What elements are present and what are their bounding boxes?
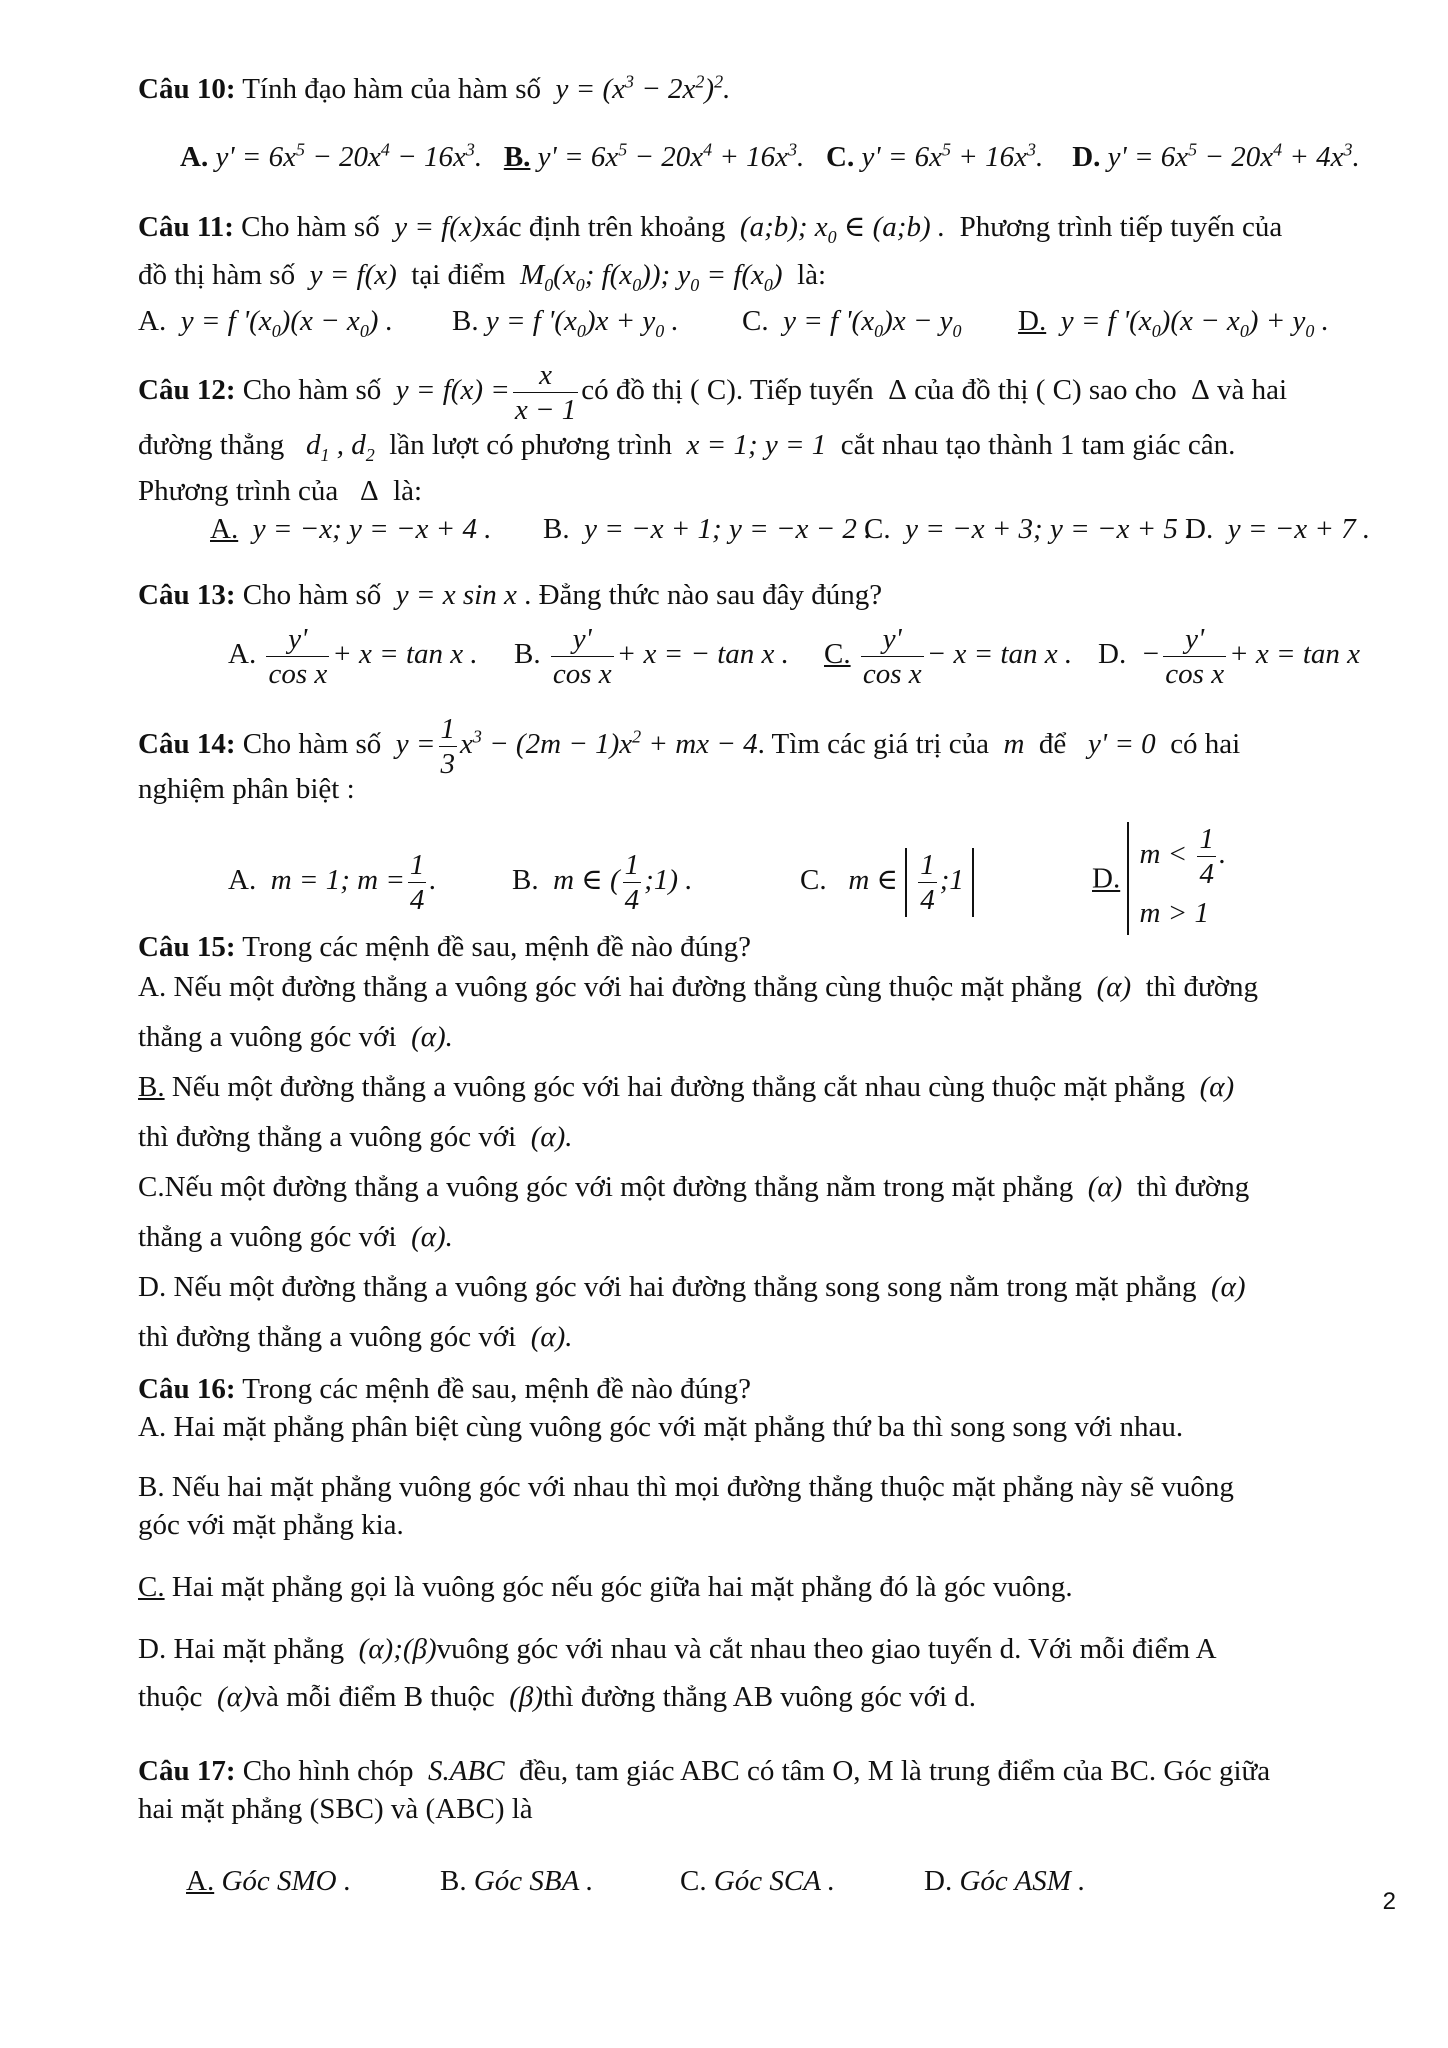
- question-text: Phương trình của: [138, 475, 339, 507]
- option-formula: m ∈ ( $\frac{1}{4}$ ;1) .: [545, 849, 693, 916]
- question-11-option-b: [452, 304, 679, 341]
- option-text: Góc ASM .: [959, 1865, 1086, 1897]
- question-11-option-d: [1018, 304, 1329, 341]
- option-text: Góc SCA .: [713, 1865, 835, 1897]
- option-letter: C.: [138, 1571, 165, 1603]
- formula: (α): [1203, 1271, 1246, 1303]
- option-letter: B.: [543, 513, 570, 545]
- option-letter: B.: [452, 305, 479, 337]
- formula: $d_1$ , $d_2$: [291, 429, 375, 465]
- formula: (α).: [403, 1021, 453, 1053]
- question-14-option-d: [1092, 822, 1226, 935]
- option-text: A. Hai mặt phẳng phân biệt cùng vuông góc với mặt phẳng thứ ba thì song song với nhau.: [138, 1411, 1184, 1443]
- question-label: Câu 10:: [138, 73, 236, 105]
- option-letter: A.: [138, 305, 167, 337]
- question-16-option-d-line-1: [138, 1632, 1217, 1666]
- formula: x = 1; y = 1: [679, 429, 834, 461]
- question-text: Cho hình chóp: [242, 1755, 414, 1787]
- option-formula: $y' = 6x^5 + 16x^3$.: [861, 139, 1044, 173]
- question-12-line-3: [138, 474, 422, 508]
- question-11-options: [138, 304, 393, 341]
- question-11-option-c: [742, 304, 962, 341]
- option-formula: m = 1; m = $\frac{1}{4}$ .: [263, 849, 437, 916]
- option-formula: $\frac{y'}{\text{cos x}}$ + x = − tan x .: [552, 623, 789, 690]
- option-letter: D.: [1185, 513, 1214, 545]
- question-14-line-1: [138, 712, 1240, 781]
- option-formula: y = f '$(x_0)x - y_0$: [775, 305, 962, 341]
- option-formula: y = −x + 3; y = −x + 5 .: [897, 513, 1193, 545]
- page-number: 2: [1382, 1888, 1396, 1915]
- option-letter: A.: [228, 864, 257, 897]
- formula: (a;b); $x_0$ ∈ (a;b) .: [732, 211, 946, 247]
- question-17-option-d: [924, 1864, 1085, 1898]
- question-15-line-1: [138, 930, 751, 964]
- question-text: có hai: [1170, 728, 1241, 761]
- option-letter: D.: [1072, 141, 1101, 173]
- question-text: đường thẳng: [138, 429, 285, 461]
- option-formula: y = f '$(x_0)x + y_0$ .: [485, 305, 679, 341]
- question-text: để: [1038, 728, 1067, 761]
- option-text: Nếu một đường thẳng a vuông góc với hai đường thẳng cắt nhau cùng thuộc mặt phẳng: [164, 1071, 1186, 1103]
- question-13-option-b: [514, 622, 789, 691]
- question-11-line-1: [138, 210, 1283, 247]
- question-13-option-c: [824, 622, 1072, 691]
- option-letter: D.: [1092, 862, 1121, 895]
- formula: $M_0(x_0$; $f(x_0)$); $y_0 = f(x_0)$: [512, 259, 790, 295]
- delta-symbol: Δ: [880, 374, 915, 407]
- question-text: có đồ thị ( C). Tiếp tuyến: [581, 374, 874, 407]
- formula: (β): [501, 1681, 543, 1713]
- question-16-line-1: [138, 1372, 751, 1406]
- formula: (α).: [403, 1221, 453, 1253]
- question-text: là:: [797, 259, 827, 291]
- question-15-option-b-line-1: [138, 1070, 1234, 1104]
- question-text: Cho hàm số: [242, 728, 382, 761]
- question-12-option-c: [864, 512, 1192, 546]
- option-letter: C.: [800, 864, 827, 897]
- delta-symbol: Δ: [345, 475, 386, 507]
- question-15-option-a-line-2: [138, 1020, 453, 1054]
- option-formula: $y' = 6x^5 - 20x^4 + 4x^3$.: [1107, 139, 1360, 173]
- question-15-option-c-line-1: [138, 1170, 1249, 1204]
- formula: y = f(x): [386, 211, 482, 243]
- question-13-line-1: [138, 578, 882, 612]
- question-15-option-d-line-2: [138, 1320, 573, 1354]
- formula: y = $\frac{1}{3}$ $x^3 - (2m - 1)x^2$ + mx − 4: [388, 713, 758, 780]
- question-label: Câu 12:: [138, 374, 236, 407]
- option-text: thì đường: [1136, 1171, 1250, 1203]
- option-letter: A.: [180, 141, 209, 173]
- formula: (α): [1089, 971, 1139, 1003]
- formula: (α).: [523, 1121, 573, 1153]
- question-15-option-b-line-2: [138, 1120, 573, 1154]
- option-formula: $\frac{y'}{\text{cos x}}$ − x = tan x .: [862, 623, 1073, 690]
- formula: (α).: [523, 1321, 573, 1353]
- question-16-option-a: [138, 1410, 1183, 1444]
- option-letter: D.: [924, 1865, 953, 1897]
- option-letter: D.: [1018, 305, 1047, 337]
- question-label: Câu 16:: [138, 1373, 236, 1405]
- question-label: Câu 13:: [138, 579, 236, 611]
- option-formula: − $\frac{y'}{\text{cos x}}$ + x = tan x: [1133, 623, 1361, 690]
- question-13-option-a: [228, 622, 478, 691]
- question-text: Cho hàm số: [242, 579, 382, 611]
- option-text: vuông góc với nhau và cắt nhau theo giao tuyến d. Với mỗi điểm A: [436, 1633, 1217, 1665]
- option-text: C.Nếu một đường thẳng a vuông góc với một đường thẳng nằm trong mặt phẳng: [138, 1171, 1074, 1203]
- formula: (α): [1192, 1071, 1235, 1103]
- question-12-line-1: [138, 358, 1287, 427]
- option-text: thuộc: [138, 1681, 203, 1713]
- option-formula: m < $\frac{1}{4}$ . m > 1: [1127, 860, 1226, 892]
- question-text: . Đẳng thức nào sau đây đúng?: [524, 579, 883, 611]
- option-text: thì đường thẳng AB vuông góc với d.: [543, 1681, 977, 1713]
- option-letter: B.: [512, 864, 539, 897]
- question-15-option-c-line-2: [138, 1220, 453, 1254]
- formula: (α): [209, 1681, 252, 1713]
- option-letter: A.: [228, 638, 257, 671]
- option-formula: y = −x + 1; y = −x − 2 .: [576, 513, 872, 545]
- option-letter: C.: [826, 141, 855, 173]
- formula: S.ABC: [420, 1755, 512, 1787]
- option-formula: y = −x + 7 .: [1220, 513, 1371, 545]
- option-letter: B.: [440, 1865, 467, 1897]
- question-label: Câu 17:: [138, 1755, 236, 1787]
- question-text: của đồ thị ( C) sao cho: [914, 374, 1177, 407]
- question-text: đồ thị hàm số: [138, 259, 296, 291]
- option-letter: A.: [186, 1865, 215, 1897]
- question-15-option-d-line-1: [138, 1270, 1246, 1304]
- option-formula: y = f '$(x_0)(x - x_0) + y_0$ .: [1053, 305, 1329, 341]
- option-formula: $y' = 6x^5 - 20x^4 + 16x^3$.: [537, 139, 805, 173]
- option-letter: C.: [864, 513, 891, 545]
- option-letter: A.: [210, 513, 239, 545]
- question-12-line-2: [138, 428, 1236, 465]
- option-formula: y = −x; y = −x + 4 .: [245, 513, 492, 545]
- option-formula: $y' = 6x^5 - 20x^4 - 16x^3$.: [215, 139, 483, 173]
- question-text: Trong các mệnh đề sau, mệnh đề nào đúng?: [242, 931, 751, 963]
- question-text: đều, tam giác ABC có tâm O, M là trung điểm của BC. Góc giữa: [519, 1755, 1271, 1787]
- option-text: B. Nếu hai mặt phẳng vuông góc với nhau thì mọi đường thẳng thuộc mặt phẳng này sẽ vuông: [138, 1471, 1234, 1503]
- option-text: thì đường thẳng a vuông góc với: [138, 1121, 517, 1153]
- question-10: [138, 72, 730, 106]
- formula: m: [996, 728, 1032, 761]
- option-text: Hai mặt phẳng gọi là vuông góc nếu góc giữa hai mặt phẳng đó là góc vuông.: [164, 1571, 1073, 1603]
- question-12-option-a: [210, 512, 491, 546]
- question-text: Trong các mệnh đề sau, mệnh đề nào đúng?: [242, 1373, 751, 1405]
- question-17-option-b: [440, 1864, 593, 1898]
- question-text: tại điểm: [411, 259, 506, 291]
- formula: y = f(x) = $\frac{x}{x - 1}$: [388, 359, 577, 426]
- question-14-option-c: [800, 848, 974, 917]
- question-label: Câu 15:: [138, 931, 236, 963]
- option-letter: B.: [514, 638, 541, 671]
- question-text: hai mặt phẳng (SBC) và (ABC) là: [138, 1793, 533, 1825]
- option-letter: C.: [824, 638, 851, 671]
- question-13-option-d: [1098, 622, 1360, 691]
- question-16-option-b-line-1: [138, 1470, 1234, 1504]
- option-text: D. Nếu một đường thẳng a vuông góc với hai đường thẳng song song nằm trong mặt phẳng: [138, 1271, 1197, 1303]
- question-17-option-c: [680, 1864, 835, 1898]
- question-11-line-2: [138, 258, 827, 295]
- formula: (α): [1080, 1171, 1130, 1203]
- question-text: Cho hàm số: [241, 211, 380, 243]
- option-letter: B.: [138, 1071, 165, 1103]
- question-17-option-a: [186, 1864, 351, 1898]
- question-17-line-2: [138, 1792, 533, 1826]
- option-text: A. Nếu một đường thẳng a vuông góc với hai đường thẳng cùng thuộc mặt phẳng: [138, 971, 1083, 1003]
- question-14-line-2: [138, 772, 355, 806]
- question-14-option-b: [512, 848, 693, 917]
- question-text: nghiệm phân biệt :: [138, 773, 355, 805]
- question-text: xác định trên khoảng: [481, 211, 726, 243]
- question-12-option-b: [543, 512, 871, 546]
- question-text: lần lượt có phương trình: [389, 429, 672, 461]
- option-letter: C.: [680, 1865, 707, 1897]
- formula: y = x sin x: [388, 579, 525, 611]
- question-16-option-d-line-2: [138, 1680, 976, 1714]
- question-12-option-d: [1185, 512, 1370, 546]
- option-letter: C.: [742, 305, 769, 337]
- question-label: Câu 14:: [138, 728, 236, 761]
- question-text: là:: [393, 475, 423, 507]
- option-text: thì đường thẳng a vuông góc với: [138, 1321, 517, 1353]
- question-10-options: [180, 140, 1360, 174]
- question-text: Tính đạo hàm của hàm số: [242, 73, 541, 105]
- option-text: Góc SBA .: [473, 1865, 594, 1897]
- formula: $y = (x^3 - 2x^2)^2$.: [548, 71, 731, 105]
- option-formula: $\frac{y'}{\text{cos x}}$ + x = tan x .: [268, 623, 478, 690]
- option-text: và mỗi điểm B thuộc: [251, 1681, 495, 1713]
- option-text: Góc SMO .: [221, 1865, 352, 1897]
- question-text: Phương trình tiếp tuyến của: [959, 211, 1283, 243]
- question-text: và hai: [1217, 374, 1288, 407]
- question-16-option-c: [138, 1570, 1073, 1604]
- option-text: thẳng a vuông góc với: [138, 1021, 397, 1053]
- question-text: cắt nhau tạo thành 1 tam giác cân.: [840, 429, 1236, 461]
- option-letter: D.: [1098, 638, 1127, 671]
- option-formula: m ∈ $\frac{1}{4}$ ;1: [834, 864, 974, 896]
- question-text: Cho hàm số: [242, 374, 382, 407]
- formula: y' = 0: [1073, 728, 1163, 761]
- question-15-option-a-line-1: [138, 970, 1258, 1004]
- formula: (α);(β): [351, 1633, 437, 1665]
- question-16-option-b-line-2: [138, 1508, 404, 1542]
- question-text: . Tìm các giá trị của: [757, 728, 989, 761]
- option-text: thì đường: [1145, 971, 1259, 1003]
- option-formula: y = f '$(x_0)(x - x_0)$ .: [173, 305, 393, 341]
- option-text: D. Hai mặt phẳng: [138, 1633, 345, 1665]
- question-label: Câu 11:: [138, 211, 234, 243]
- delta-symbol: Δ: [1183, 374, 1218, 407]
- option-text: góc với mặt phẳng kia.: [138, 1509, 404, 1541]
- option-text: thẳng a vuông góc với: [138, 1221, 397, 1253]
- question-17-line-1: [138, 1754, 1270, 1788]
- question-14-option-a: [228, 848, 437, 917]
- option-letter: B.: [503, 141, 531, 173]
- formula: y = f(x): [302, 259, 405, 291]
